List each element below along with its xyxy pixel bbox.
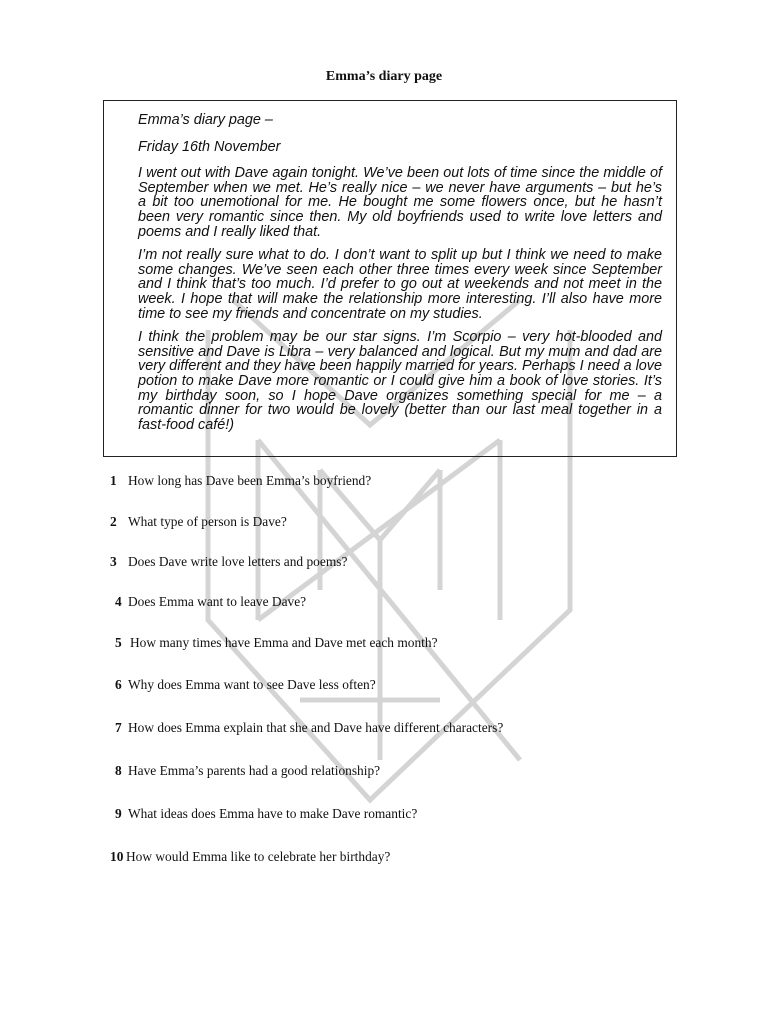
question-number: 8 xyxy=(115,763,122,778)
diary-date: Friday 16th November xyxy=(138,138,281,155)
question-text: Does Emma want to leave Dave? xyxy=(128,594,307,609)
question-number: 9 xyxy=(115,806,122,821)
question-item xyxy=(115,635,438,651)
question-text: How long has Dave been Emma’s boyfriend? xyxy=(128,473,372,488)
diary-paragraph-2: I’m not really sure what to do. I don’t want to split up but I think we need to make some changes. We’ve seen each other three times every week since September and I think that’s too much. I’d prefer to go out at weekends and not meet in the week. I hope that will make the relationship more interesting. I’ll also have more time to see my friends and concentrate on my studies. xyxy=(138,247,662,322)
question-item xyxy=(110,514,287,530)
question-item xyxy=(115,677,376,693)
question-text: Does Dave write love letters and poems? xyxy=(128,554,348,569)
question-number: 7 xyxy=(115,720,122,735)
question-number: 2 xyxy=(110,514,117,529)
question-item xyxy=(115,594,306,610)
question-item xyxy=(110,473,371,489)
diary-heading: Emma’s diary page – xyxy=(138,112,273,128)
question-item xyxy=(110,849,390,865)
diary-paragraph-1: I went out with Dave again tonight. We’ve been out lots of time since the middle of September when we met. He’s really nice – we never have arguments – but he’s a bit too unemotional for me. He bought me some flowers once, but he hasn’t been very romantic since then. My old boyfriends used to write love letters and poems and I really liked that. xyxy=(138,165,662,240)
question-item xyxy=(115,806,417,822)
diary-paragraph-3: I think the problem may be our star signs. I’m Scorpio – very hot-blooded and sensitive and Dave is Libra – very balanced and logical. But my mum and dad are very different and they have been happily married for years. Perhaps I need a love potion to make Dave more romantic or I could give him a book of love stories. It’s my birthday soon, so I hope Dave organizes something special for me – a romantic dinner for two would be lovely (better than our last meal together in a fast-food café!) xyxy=(138,329,662,433)
question-number: 4 xyxy=(115,594,122,609)
question-item xyxy=(110,554,347,570)
question-text: How would Emma like to celebrate her birthday? xyxy=(126,849,391,864)
question-text: How many times have Emma and Dave met each month? xyxy=(130,635,438,650)
question-text: How does Emma explain that she and Dave have different characters? xyxy=(128,720,504,735)
question-item xyxy=(115,720,503,736)
question-text: Why does Emma want to see Dave less often? xyxy=(128,677,376,692)
question-number: 1 xyxy=(110,473,117,488)
question-number: 6 xyxy=(115,677,122,692)
question-item xyxy=(115,763,380,779)
page-title: Emma’s diary page xyxy=(325,69,443,84)
question-text: Have Emma’s parents had a good relationship? xyxy=(128,763,381,778)
question-text: What ideas does Emma have to make Dave romantic? xyxy=(128,806,418,821)
diary-text-box xyxy=(103,100,677,457)
question-number: 3 xyxy=(110,554,117,569)
question-number: 10 xyxy=(110,849,124,864)
question-number: 5 xyxy=(115,635,122,650)
question-text: What type of person is Dave? xyxy=(128,514,287,529)
